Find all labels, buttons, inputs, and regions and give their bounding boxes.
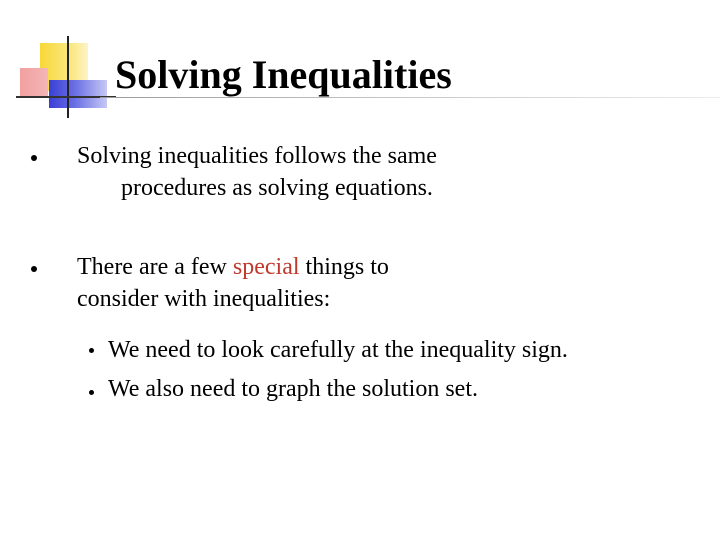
bullet1-line1: Solving inequalities follows the same bbox=[77, 143, 437, 169]
bullet2-line1-before: There are a few bbox=[77, 254, 233, 280]
slide-title: Solving Inequalities bbox=[115, 52, 452, 97]
bullet-dot-icon bbox=[31, 155, 37, 161]
slide-logo-decoration bbox=[0, 0, 110, 120]
sub-bullet-dot-icon bbox=[89, 390, 94, 395]
bullet2-line2: consider with inequalities: bbox=[77, 286, 331, 312]
bullet2-line1-after: things to bbox=[299, 254, 389, 280]
bullet-dot-icon bbox=[31, 266, 37, 272]
sub-bullet-1: We need to look carefully at the inequality sign. bbox=[108, 337, 568, 363]
logo-vertical-line bbox=[67, 36, 69, 118]
bullet2-accent-word: special bbox=[232, 254, 300, 280]
bullet1-line2: procedures as solving equations. bbox=[121, 175, 433, 201]
sub-bullet-2: We also need to graph the solution set. bbox=[108, 376, 478, 402]
logo-blue-square bbox=[49, 80, 107, 108]
sub-bullet-dot-icon bbox=[89, 348, 94, 353]
bullet2-line1 bbox=[77, 252, 389, 282]
logo-red-square bbox=[20, 68, 48, 98]
